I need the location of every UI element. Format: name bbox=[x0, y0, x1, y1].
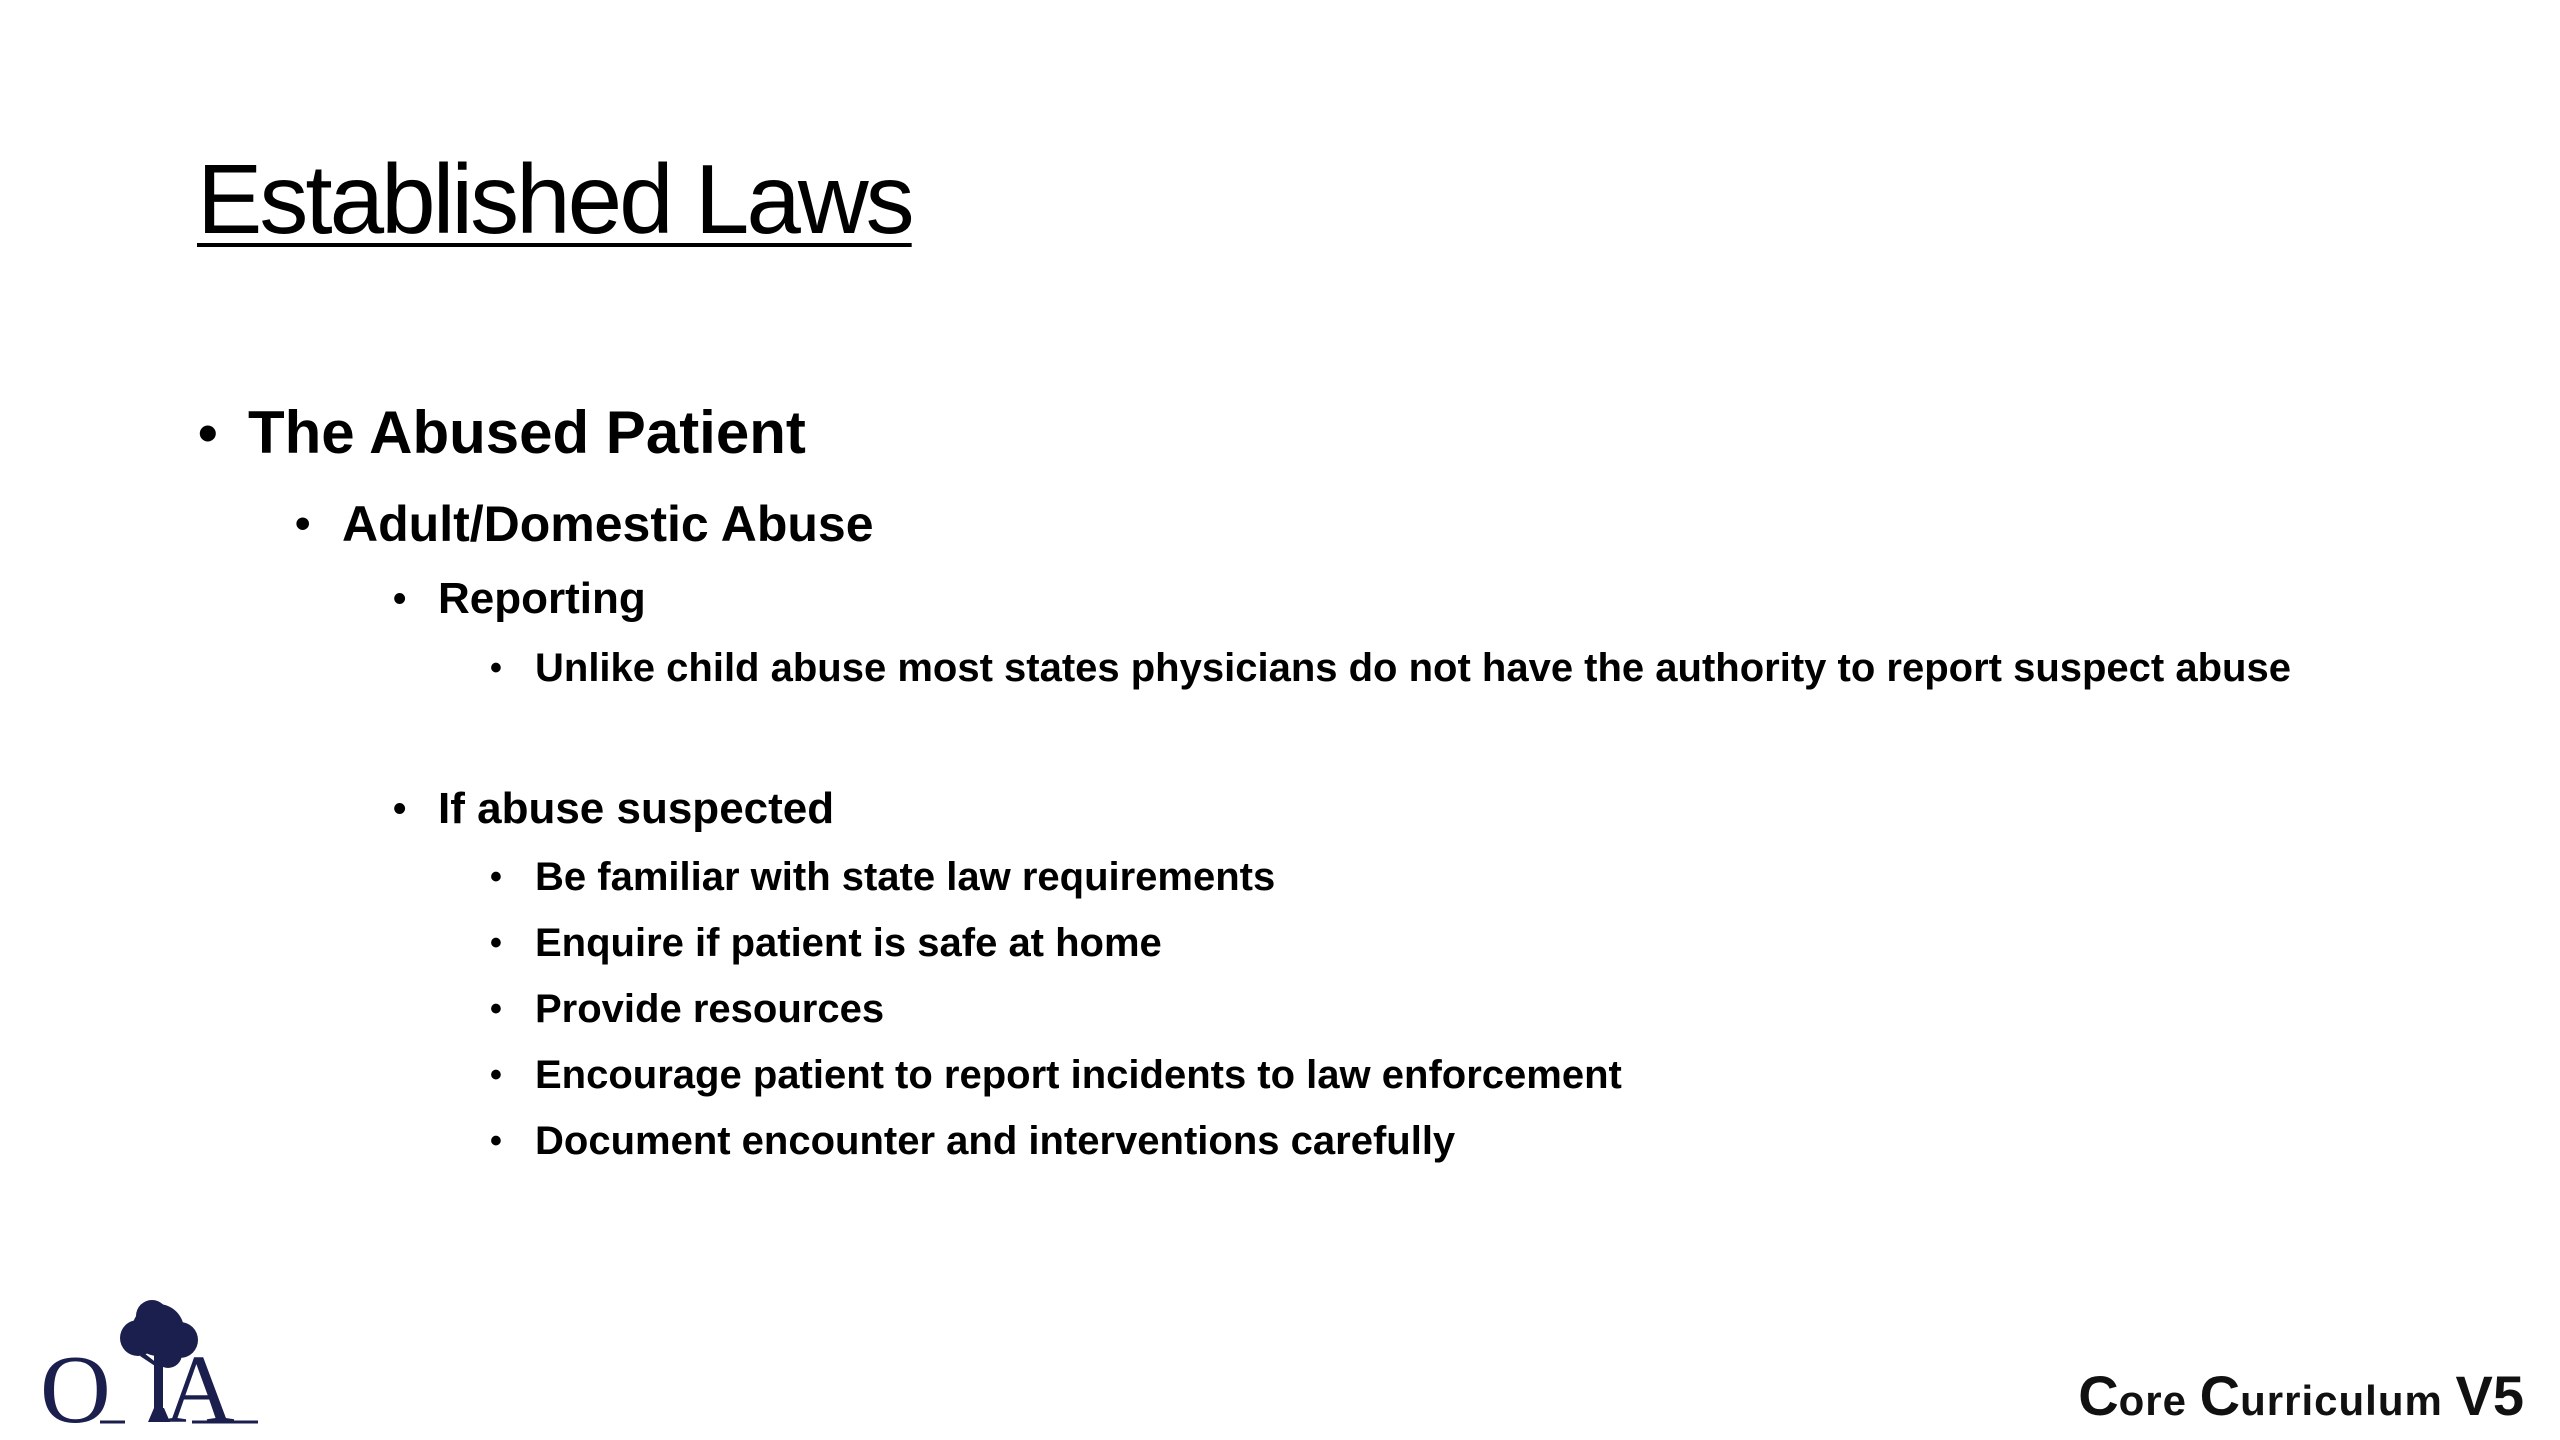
bullet-suspected-item-text: Enquire if patient is safe at home bbox=[535, 921, 1162, 965]
logo-letter-o: O bbox=[40, 1336, 111, 1438]
brand-text-ore: ore bbox=[2118, 1377, 2200, 1424]
slide-title: Established Laws bbox=[197, 144, 912, 254]
bullet-suspected-item bbox=[490, 857, 1275, 897]
bullet-suspected-item-text: Provide resources bbox=[535, 987, 885, 1031]
bullet-level2 bbox=[295, 496, 874, 552]
brand-version: V5 bbox=[2455, 1364, 2524, 1427]
bullet-level2-text: Adult/Domestic Abuse bbox=[342, 496, 874, 552]
bullet-dot-icon: • bbox=[490, 1122, 502, 1160]
bullet-suspected-item bbox=[490, 989, 884, 1029]
ota-logo bbox=[40, 1298, 260, 1438]
bullet-dot-icon: • bbox=[490, 990, 502, 1028]
bullet-suspected-item-text: Encourage patient to report incidents to law enforcement bbox=[535, 1053, 1622, 1097]
bullet-suspected-item-text: Be familiar with state law requirements bbox=[535, 855, 1276, 899]
bullet-reporting-item bbox=[490, 648, 2291, 688]
bullet-dot-icon: • bbox=[295, 499, 311, 548]
bullet-dot-icon: • bbox=[393, 578, 407, 620]
bullet-reporting-item-text: Unlike child abuse most states physicians do not have the authority to report suspect abuse bbox=[535, 646, 2291, 690]
bullet-dot-icon: • bbox=[198, 401, 218, 464]
bullet-suspected-text: If abuse suspected bbox=[438, 784, 835, 833]
bullet-dot-icon: • bbox=[490, 1056, 502, 1094]
bullet-suspected-item bbox=[490, 1121, 1455, 1161]
bullet-suspected-item-text: Document encounter and interventions carefully bbox=[535, 1119, 1456, 1163]
brand-initial-c1: C bbox=[2078, 1364, 2119, 1427]
brand-text-urriculum: urriculum bbox=[2240, 1377, 2456, 1424]
bullet-reporting-text: Reporting bbox=[438, 574, 646, 623]
bullet-dot-icon: • bbox=[490, 858, 502, 896]
brand-initial-c2: C bbox=[2199, 1364, 2241, 1427]
bullet-level1 bbox=[198, 399, 806, 466]
bullet-level1-text: The Abused Patient bbox=[248, 399, 806, 466]
logo-letter-a: A bbox=[164, 1336, 235, 1438]
bullet-dot-icon: • bbox=[490, 924, 502, 962]
bullet-dot-icon: • bbox=[393, 788, 407, 830]
bullet-dot-icon: • bbox=[490, 649, 502, 687]
bullet-reporting bbox=[393, 574, 646, 623]
bullet-suspected bbox=[393, 784, 835, 833]
bullet-suspected-item bbox=[490, 1055, 1622, 1095]
core-curriculum-brand bbox=[2078, 1364, 2524, 1427]
bullet-suspected-item bbox=[490, 923, 1162, 963]
